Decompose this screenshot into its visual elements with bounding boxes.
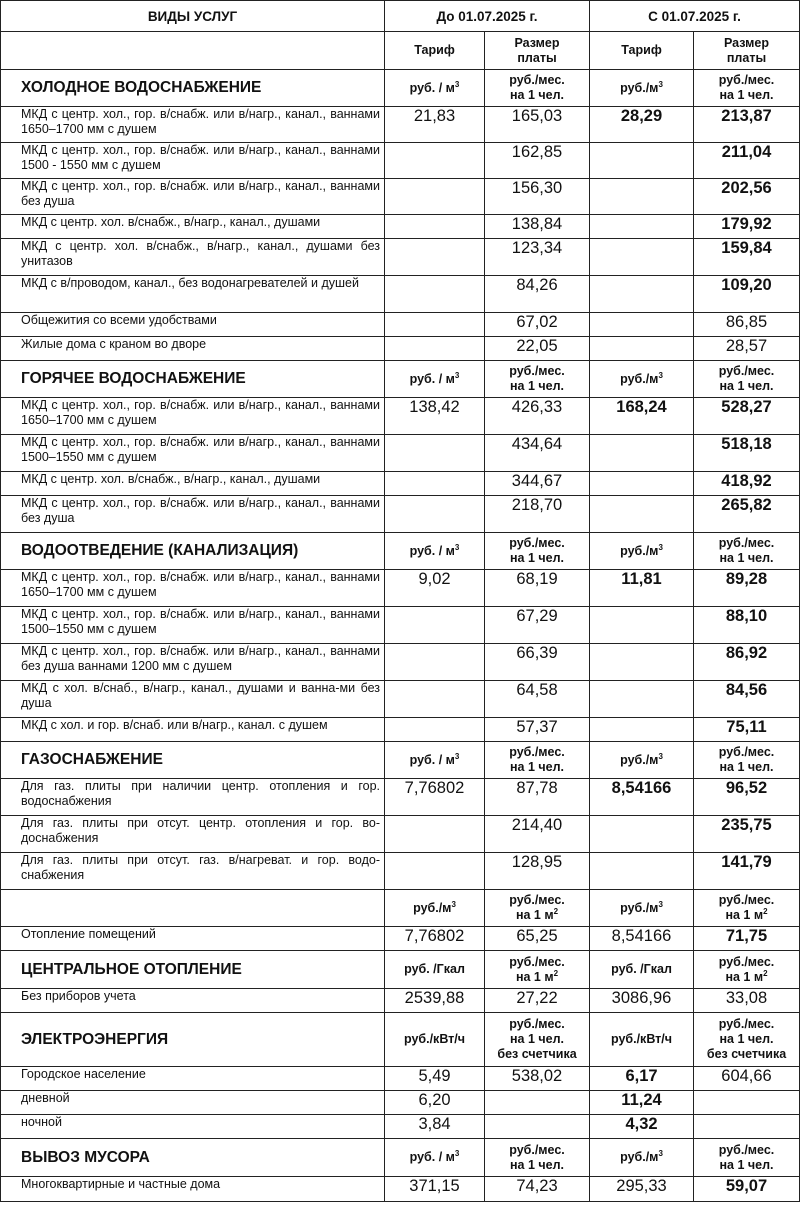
unit-before: $руб./м^3$ <box>385 890 485 927</box>
pay-before: 165,03 <box>485 107 590 143</box>
pay-before <box>485 1115 590 1139</box>
pay-after: 71,75 <box>694 927 800 951</box>
unit-after: $руб./м^3$ <box>590 1139 694 1177</box>
unit-after: $руб./м^3$ <box>590 890 694 927</box>
pay-unit-before: руб./мес. на 1 чел. <box>485 742 590 779</box>
pay-unit-after: руб./мес. на 1 чел. <box>694 1139 800 1177</box>
row-label: Жилые дома с краном во дворе <box>1 337 385 361</box>
tariff-before <box>385 337 485 361</box>
row-label: МКД с центр. хол. в/снабж., в/нагр., канал., душами <box>1 215 385 239</box>
table-row <box>1 779 800 816</box>
pay-unit-before: руб./мес. на 1 чел. без счетчика <box>485 1013 590 1067</box>
pay-after: 418,92 <box>694 472 800 496</box>
empty-cell <box>1 890 385 927</box>
tariff-before <box>385 681 485 718</box>
row-label: МКД с в/проводом, канал., без водонагревателей и душей <box>1 276 385 313</box>
section-title: ЭЛЕКТРОЭНЕРГИЯ <box>1 1013 385 1067</box>
pay-after: 28,57 <box>694 337 800 361</box>
table-row <box>1 472 800 496</box>
section-title: ГАЗОСНАБЖЕНИЕ <box>1 742 385 779</box>
pay-before: 156,30 <box>485 179 590 215</box>
header-tariff-before: Тариф <box>385 32 485 70</box>
unit-after: $руб./м^3$ <box>590 533 694 570</box>
tariff-after <box>590 239 694 276</box>
unit-after: руб./кВт/ч <box>590 1013 694 1067</box>
header-period-before: До 01.07.2025 г. <box>385 1 590 32</box>
tariff-before: 9,02 <box>385 570 485 607</box>
tariff-after <box>590 644 694 681</box>
pay-before: 65,25 <box>485 927 590 951</box>
tariff-after: 11,81 <box>590 570 694 607</box>
tariff-before <box>385 816 485 853</box>
tariff-before <box>385 179 485 215</box>
tariff-before: 5,49 <box>385 1067 485 1091</box>
table-row <box>1 644 800 681</box>
tariff-before <box>385 496 485 533</box>
tariff-after: 168,24 <box>590 398 694 435</box>
tariff-before <box>385 435 485 472</box>
tariff-after <box>590 313 694 337</box>
pay-after: 86,92 <box>694 644 800 681</box>
table-row <box>1 1177 800 1202</box>
tariff-before: 3,84 <box>385 1115 485 1139</box>
tariff-after <box>590 718 694 742</box>
section-title: ВОДООТВЕДЕНИЕ (КАНАЛИЗАЦИЯ) <box>1 533 385 570</box>
row-label: МКД с центр. хол., гор. в/снабж. или в/нагр., канал., ваннами 1500–1550 мм с душем <box>1 607 385 644</box>
tariff-before <box>385 313 485 337</box>
pay-before: 84,26 <box>485 276 590 313</box>
row-label: Общежития со всеми удобствами <box>1 313 385 337</box>
pay-before: 426,33 <box>485 398 590 435</box>
row-label: Без приборов учета <box>1 989 385 1013</box>
row-label: ночной <box>1 1115 385 1139</box>
table-row <box>1 681 800 718</box>
table-row <box>1 276 800 313</box>
table-row <box>1 179 800 215</box>
pay-before: 128,95 <box>485 853 590 890</box>
section-title: ВЫВОЗ МУСОРА <box>1 1139 385 1177</box>
unit-before: руб./кВт/ч <box>385 1013 485 1067</box>
tariff-after: 295,33 <box>590 1177 694 1202</box>
tariff-before: 7,76802 <box>385 927 485 951</box>
row-label: МКД с центр. хол., гор. в/снабж. или в/нагр., канал., ваннами без душа ваннами 1200 мм с душем <box>1 644 385 681</box>
pay-before: 22,05 <box>485 337 590 361</box>
tariff-before <box>385 143 485 179</box>
table-row <box>1 143 800 179</box>
table-row <box>1 1115 800 1139</box>
unit-after: $руб./м^3$ <box>590 70 694 107</box>
tariff-after: 11,24 <box>590 1091 694 1115</box>
unit-before: руб. / $м^3$ <box>385 361 485 398</box>
tariff-before <box>385 718 485 742</box>
tariff-after <box>590 276 694 313</box>
pay-after: 518,18 <box>694 435 800 472</box>
unit-before: руб. / $м^3$ <box>385 742 485 779</box>
unit-after: $руб./м^3$ <box>590 361 694 398</box>
pay-after: 141,79 <box>694 853 800 890</box>
table-row <box>1 1091 800 1115</box>
pay-after: 202,56 <box>694 179 800 215</box>
tariff-before: 6,20 <box>385 1091 485 1115</box>
pay-unit-before: руб./мес. на 1 чел. <box>485 1139 590 1177</box>
pay-before: 67,29 <box>485 607 590 644</box>
row-label: дневной <box>1 1091 385 1115</box>
table-row <box>1 607 800 644</box>
tariff-before <box>385 276 485 313</box>
header-payment-after: Размер платы <box>694 32 800 70</box>
tariff-after <box>590 472 694 496</box>
pay-before: 64,58 <box>485 681 590 718</box>
row-label: МКД с центр. хол., гор. в/снабж. или в/нагр., канал., ваннами 1500 - 1550 мм с душем <box>1 143 385 179</box>
pay-before: 434,64 <box>485 435 590 472</box>
row-label: МКД с центр. хол., гор. в/снабж. или в/нагр., канал., ваннами 1650–1700 мм с душем <box>1 570 385 607</box>
table-row <box>1 239 800 276</box>
pay-after: 235,75 <box>694 816 800 853</box>
unit-before: руб. / $м^3$ <box>385 70 485 107</box>
pay-after: 89,28 <box>694 570 800 607</box>
tariff-before: 371,15 <box>385 1177 485 1202</box>
pay-after: 84,56 <box>694 681 800 718</box>
tariff-before <box>385 607 485 644</box>
pay-unit-before: руб./мес. на 1 чел. <box>485 533 590 570</box>
row-label: МКД с центр. хол., гор. в/снабж. или в/нагр., канал., ваннами 1650–1700 мм с душем <box>1 398 385 435</box>
tariff-before <box>385 853 485 890</box>
row-label: МКД с центр. хол., гор. в/снабж. или в/нагр., канал., ваннами 1500–1550 мм с душем <box>1 435 385 472</box>
pay-unit-after: руб./мес. на 1 чел. <box>694 742 800 779</box>
tariff-after <box>590 853 694 890</box>
tariff-after <box>590 143 694 179</box>
unit-after: $руб./м^3$ <box>590 742 694 779</box>
pay-before: 57,37 <box>485 718 590 742</box>
section-header-electricity <box>1 1013 800 1067</box>
gas-heating-units <box>1 890 800 927</box>
tariff-before <box>385 239 485 276</box>
row-label: Отопление помещений <box>1 927 385 951</box>
pay-after: 159,84 <box>694 239 800 276</box>
pay-unit-after: руб./мес. на 1 чел. без счетчика <box>694 1013 800 1067</box>
tariff-after: 6,17 <box>590 1067 694 1091</box>
pay-after <box>694 1115 800 1139</box>
tariff-before: 2539,88 <box>385 989 485 1013</box>
tariff-after: 28,29 <box>590 107 694 143</box>
row-label: МКД с хол. в/снаб., в/нагр., канал., душами и ванна-ми без душа <box>1 681 385 718</box>
section-title: ГОРЯЧЕЕ ВОДОСНАБЖЕНИЕ <box>1 361 385 398</box>
section-header-central-heating <box>1 951 800 989</box>
pay-unit-before: руб./мес. на 1 $м^2$ <box>485 890 590 927</box>
tariff-before <box>385 215 485 239</box>
pay-before: 67,02 <box>485 313 590 337</box>
tariff-after <box>590 337 694 361</box>
tariff-before <box>385 644 485 681</box>
table-row <box>1 853 800 890</box>
row-label: МКД с центр. хол., гор. в/снабж. или в/нагр., канал., ваннами без душа <box>1 496 385 533</box>
tariff-after <box>590 215 694 239</box>
table-row <box>1 927 800 951</box>
tariff-after <box>590 179 694 215</box>
section-header-hot <box>1 361 800 398</box>
section-header-sewage <box>1 533 800 570</box>
header-tariff-after: Тариф <box>590 32 694 70</box>
table-row <box>1 718 800 742</box>
pay-unit-after: руб./мес. на 1 $м^2$ <box>694 951 800 989</box>
row-label: Многоквартирные и частные дома <box>1 1177 385 1202</box>
unit-before: руб. / $м^3$ <box>385 1139 485 1177</box>
row-label: МКД с хол. и гор. в/снаб. или в/нагр., канал. с душем <box>1 718 385 742</box>
pay-unit-after: руб./мес. на 1 $м^2$ <box>694 890 800 927</box>
pay-before: 214,40 <box>485 816 590 853</box>
row-label: Для газ. плиты при отсут. центр. отопления и гор. во-доснабжения <box>1 816 385 853</box>
pay-after: 213,87 <box>694 107 800 143</box>
section-header-cold <box>1 70 800 107</box>
pay-unit-after: руб./мес. на 1 чел. <box>694 70 800 107</box>
pay-before: 123,34 <box>485 239 590 276</box>
header-services: ВИДЫ УСЛУГ <box>1 1 385 32</box>
pay-before <box>485 1091 590 1115</box>
pay-before: 538,02 <box>485 1067 590 1091</box>
pay-after: 604,66 <box>694 1067 800 1091</box>
pay-after: 96,52 <box>694 779 800 816</box>
table-row <box>1 313 800 337</box>
row-label: Для газ. плиты при наличии центр. отопления и гор. водоснабжения <box>1 779 385 816</box>
pay-after: 109,20 <box>694 276 800 313</box>
row-label: Городское население <box>1 1067 385 1091</box>
unit-before: руб. /Гкал <box>385 951 485 989</box>
pay-unit-after: руб./мес. на 1 чел. <box>694 533 800 570</box>
tariff-after: 3086,96 <box>590 989 694 1013</box>
row-label: МКД с центр. хол., гор. в/снабж. или в/нагр., канал., ваннами 1650–1700 мм с душем <box>1 107 385 143</box>
unit-after: руб. /Гкал <box>590 951 694 989</box>
row-label: Для газ. плиты при отсут. газ. в/нагреват. и гор. водо-снабжения <box>1 853 385 890</box>
pay-before: 27,22 <box>485 989 590 1013</box>
row-label: МКД с центр. хол. в/снабж., в/нагр., канал., душами без унитазов <box>1 239 385 276</box>
tariff-after <box>590 435 694 472</box>
pay-after: 211,04 <box>694 143 800 179</box>
table-row <box>1 989 800 1013</box>
table-row <box>1 215 800 239</box>
pay-before: 74,23 <box>485 1177 590 1202</box>
pay-after: 528,27 <box>694 398 800 435</box>
pay-before: 66,39 <box>485 644 590 681</box>
header-payment-before: Размер платы <box>485 32 590 70</box>
pay-unit-before: руб./мес. на 1 чел. <box>485 361 590 398</box>
pay-after: 86,85 <box>694 313 800 337</box>
table-row <box>1 570 800 607</box>
section-title: ЦЕНТРАЛЬНОЕ ОТОПЛЕНИЕ <box>1 951 385 989</box>
table-row <box>1 398 800 435</box>
pay-before: 162,85 <box>485 143 590 179</box>
row-label: МКД с центр. хол. в/снабж., в/нагр., канал., душами <box>1 472 385 496</box>
pay-after: 88,10 <box>694 607 800 644</box>
header-period-after: С 01.07.2025 г. <box>590 1 800 32</box>
pay-before: 218,70 <box>485 496 590 533</box>
pay-after: 265,82 <box>694 496 800 533</box>
pay-before: 344,67 <box>485 472 590 496</box>
table-row <box>1 816 800 853</box>
tariff-after: 8,54166 <box>590 779 694 816</box>
tariff-before: 7,76802 <box>385 779 485 816</box>
table-row <box>1 496 800 533</box>
pay-before: 138,84 <box>485 215 590 239</box>
section-title: ХОЛОДНОЕ ВОДОСНАБЖЕНИЕ <box>1 70 385 107</box>
pay-after: 75,11 <box>694 718 800 742</box>
unit-before: руб. / $м^3$ <box>385 533 485 570</box>
pay-after: 33,08 <box>694 989 800 1013</box>
tariff-before: 21,83 <box>385 107 485 143</box>
pay-before: 87,78 <box>485 779 590 816</box>
pay-after: 179,92 <box>694 215 800 239</box>
tariff-after <box>590 681 694 718</box>
tariff-after <box>590 816 694 853</box>
pay-unit-before: руб./мес. на 1 $м^2$ <box>485 951 590 989</box>
pay-after <box>694 1091 800 1115</box>
table-row <box>1 1067 800 1091</box>
section-header-gas <box>1 742 800 779</box>
row-label: МКД с центр. хол., гор. в/снабж. или в/нагр., канал., ваннами без душа <box>1 179 385 215</box>
pay-before: 68,19 <box>485 570 590 607</box>
table-row <box>1 435 800 472</box>
table-row <box>1 337 800 361</box>
pay-unit-after: руб./мес. на 1 чел. <box>694 361 800 398</box>
pay-after: 59,07 <box>694 1177 800 1202</box>
section-header-waste <box>1 1139 800 1177</box>
tariff-after <box>590 607 694 644</box>
tariff-after: 8,54166 <box>590 927 694 951</box>
table-row <box>1 107 800 143</box>
tariff-after <box>590 496 694 533</box>
tariff-after: 4,32 <box>590 1115 694 1139</box>
tariff-before: 138,42 <box>385 398 485 435</box>
header-empty <box>1 32 385 70</box>
pay-unit-before: руб./мес. на 1 чел. <box>485 70 590 107</box>
tariff-before <box>385 472 485 496</box>
